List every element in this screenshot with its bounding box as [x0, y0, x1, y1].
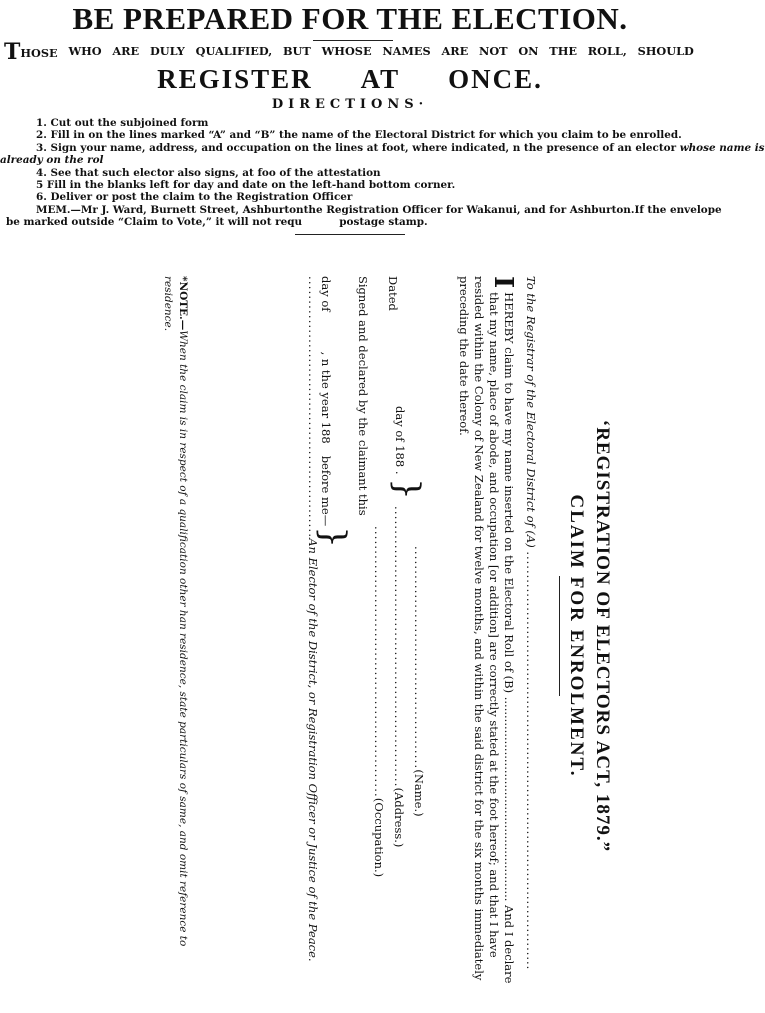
directions-list [0, 117, 765, 229]
signed-line [355, 276, 370, 516]
subline-word: THE [549, 44, 577, 58]
subline-word: NAMES [382, 44, 431, 58]
subline-word: WHO [68, 44, 102, 58]
year-label: 188 . [393, 445, 407, 475]
direction-3-text: 3. Sign your name, address, and occupation on the lines at foot, where indicated, n the presence of an elector [36, 141, 677, 154]
register-word: REGISTER [157, 64, 313, 94]
dot-leader: .......................................................................................... [524, 551, 538, 971]
signed-text: Signed and declared by the claimant this [356, 276, 370, 516]
attest-text: An Elector of the District, or Registration Officer or Justice of the Peace. [306, 538, 320, 962]
day-of-text: day of [319, 276, 333, 312]
subline-word: ARE [441, 44, 469, 58]
memo-c: If the envelope [634, 203, 722, 216]
dot-leader: .............................................. [412, 546, 426, 770]
claim-form-rotated [90, 276, 613, 996]
rule-divider [295, 234, 405, 235]
subline-word: SHOULD [637, 44, 694, 58]
direction-1: 1. Cut out the subjoined form [36, 117, 209, 129]
headline: BE PREPARED FOR THE ELECTION. [72, 1, 628, 36]
dropcap: I [488, 276, 518, 289]
note-text: When the claim is in respect of a qualification other han residence, state particulars of same, and omit reference to residence. [162, 276, 189, 947]
memo-e: postage stamp. [339, 216, 428, 229]
subline-word: WHOSE [321, 44, 372, 58]
direction-6: 6. Deliver or post the claim to the Registration Officer [36, 191, 353, 204]
rule-divider [313, 40, 393, 41]
before-me-text: before me— [319, 455, 333, 527]
form-title-act: ‘REGISTRATION OF ELECTORS ACT, 1879.” [592, 419, 613, 853]
note-label: *NOTE.— [177, 276, 189, 331]
day-line [313, 276, 353, 548]
dropcap: T [4, 39, 21, 65]
name-line [411, 546, 426, 817]
memo-line-2 [0, 216, 700, 228]
form-title-claim: CLAIM FOR ENROLMENT. [566, 494, 587, 778]
direction-5: 5 Fill in the blanks left for day and date on the left-hand bottom corner. [36, 178, 456, 191]
dot-leader: .......................................................... [392, 506, 406, 788]
brace: } [313, 526, 353, 548]
direction-3-cont [0, 154, 700, 166]
direction-3-italic: whose name is [679, 141, 765, 154]
address-line [391, 506, 406, 847]
name-label: (Name.) [412, 769, 426, 817]
memo-d: be marked outside “Claim to Vote,” it will not requ [6, 216, 303, 229]
brace: } [387, 478, 427, 500]
date-block [387, 406, 427, 500]
dated-label: Dated [386, 276, 400, 311]
footnote [160, 276, 190, 996]
occupation-label: (Occupation.) [372, 797, 386, 878]
registrar-text: To the Registrar of the Electoral District of (A) [524, 276, 538, 548]
year-text: , n the year 188 [319, 351, 333, 444]
claim-form [0, 260, 700, 1013]
memo-a: MEM.—Mr J. Ward, Burnett Street, Ashburton [36, 203, 304, 216]
subline-word: QUALIFIED, [195, 44, 273, 58]
qualification-line [4, 39, 694, 65]
directions-title: DIRECTIONS· [271, 97, 429, 112]
memo-b: the Registration Officer for Wakanui, and for Ashburton. [303, 203, 635, 216]
direction-3-cont-text: already on the rol [0, 154, 104, 167]
subline-word: ON [518, 44, 539, 58]
direction-3 [0, 141, 765, 154]
subline-word: NOT [479, 44, 508, 58]
subline-word: DULY [149, 44, 185, 58]
subline-word: ROLL, [587, 44, 627, 58]
subline-word: BUT [283, 44, 311, 58]
subline-word: ARE [112, 44, 140, 58]
memo-line [0, 203, 722, 216]
register-heading [0, 64, 700, 94]
register-word: ONCE. [448, 64, 543, 94]
declaration-text: HEREBY claim to have my name inserted on the Electoral Roll of (B) ........................................................ And I declare that my name, place of abode, and occupation [or addition] are correctly stated at the foot hereof; and that I have resided within the Colony of New Zealand for twelve months, and within the said district for the six months immediately preceding the date thereof. [457, 276, 516, 984]
day-of-label: day of [393, 406, 407, 442]
registrar-line [523, 276, 538, 996]
word: HOSE [20, 46, 58, 60]
attest-line [305, 276, 320, 962]
claim-declaration [456, 276, 516, 996]
register-word: AT [360, 64, 401, 94]
occupation-line [371, 526, 386, 877]
address-label: (Address.) [392, 787, 406, 848]
rule-divider [559, 576, 560, 696]
subline-word-1 [4, 39, 58, 65]
direction-4: 4. See that such elector also signs, at foo of the attestation [36, 166, 381, 179]
dot-leader: ........................................................ [372, 526, 386, 798]
dot-leader: ...................................................... [306, 276, 320, 539]
direction-2: 2. Fill in on the lines marked “A” and “B” the name of the Electoral District for which you claim to be enrolled. [36, 129, 682, 142]
